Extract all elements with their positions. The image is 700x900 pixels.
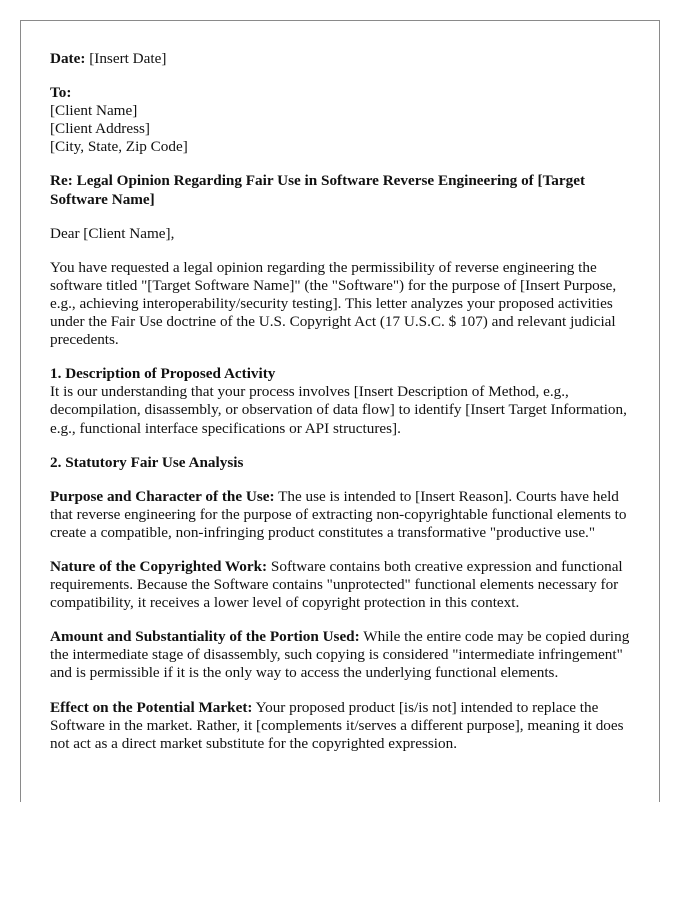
recipient-city: [City, State, Zip Code] (50, 138, 188, 156)
section-1 (50, 365, 640, 437)
factor-nature (50, 558, 640, 612)
factor-purpose (50, 488, 640, 542)
intro-paragraph: You have requested a legal opinion regarding the permissibility of reverse engineering the software titled "[Target Software Name]" (the "Software") for the purpose of [Insert Purpose, e.g., achieving interoperability/security testing]. This letter analyzes your proposed activities under the Fair Use doctrine of the U.S. Copyright Act (17 U.S.C. $ 107) and relevant judicial precedents. (50, 258, 617, 349)
factor-amount-label: Amount and Substantiality of the Portion Used: (50, 628, 360, 646)
factor-market-text: Your proposed product [is/is not] intended to replace the Software in the market. Rather, it [complements it/serves a different purpose], meaning it does not act as a direct market substitute for the copyrighted expression. (50, 698, 624, 752)
recipient-name: [Client Name] (50, 102, 138, 120)
date-label: Date: (50, 50, 86, 67)
salutation: Dear [Client Name], (50, 224, 175, 242)
subject-line: Re: Legal Opinion Regarding Fair Use in Software Reverse Engineering of [Target Software Name] (50, 172, 586, 208)
section-1-body: It is our understanding that your process involves [Insert Description of Method, e.g., decompilation, disassembly, or observation of data flow] to identify [Insert Target Information, e.g., functional interface specifications or API structures]. (50, 383, 627, 437)
date-line (50, 50, 640, 68)
factor-amount (50, 628, 640, 682)
to-label: To: (50, 84, 72, 102)
factor-amount-text: While the entire code may be copied during the intermediate stage of disassembly, such copying is considered "intermediate infringement" and is permissible if it is the only way to access the underlying functional elements. (50, 628, 630, 682)
factor-nature-text: Software contains both creative expression and functional requirements. Because the Software contains "unprotected" functional elements necessary for compatibility, it receives a lower level of copyright protection in this context. (50, 557, 623, 612)
letter-body (50, 50, 640, 769)
recipient-block (50, 84, 640, 156)
section-2-heading: 2. Statutory Fair Use Analysis (50, 453, 244, 471)
letter-page (20, 20, 660, 802)
factor-purpose-text: The use is intended to [Insert Reason]. Courts have held that reverse engineering for the purpose of extracting non-copyrightable functional elements to create a compatible, non-infringing product constitutes a transformative "productive use." (50, 487, 627, 541)
section-1-heading: 1. Description of Proposed Activity (50, 365, 276, 383)
factor-nature-label: Nature of the Copyrighted Work: (50, 557, 268, 575)
factor-market-label: Effect on the Potential Market: (50, 698, 253, 716)
date-value: [Insert Date] (89, 50, 167, 67)
factor-purpose-label: Purpose and Character of the Use: (50, 487, 275, 505)
factor-market (50, 699, 640, 753)
recipient-address: [Client Address] (50, 120, 150, 138)
